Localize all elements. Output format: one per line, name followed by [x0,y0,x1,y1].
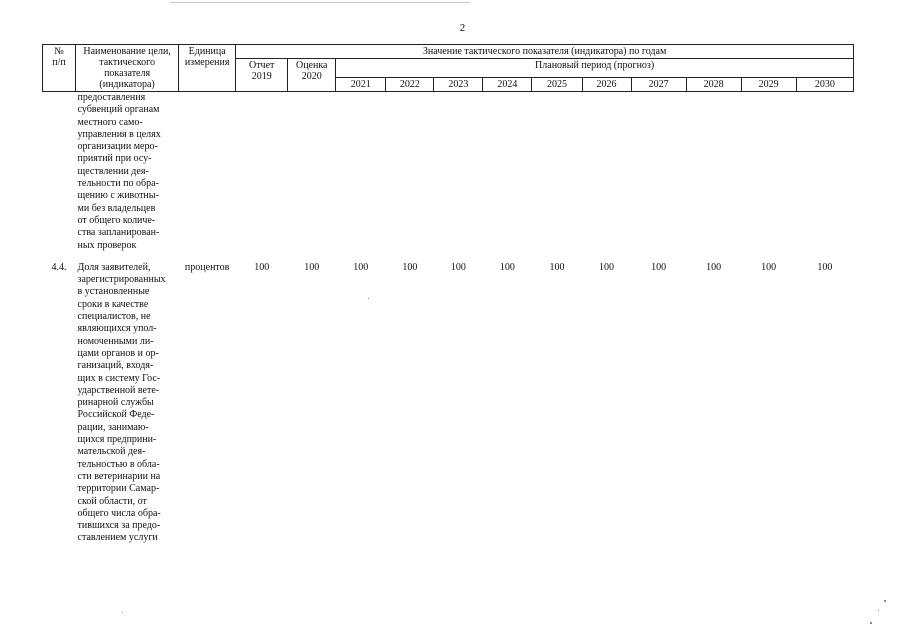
row-value [741,92,796,252]
header-plan-title: Плановый период (прогноз) [336,59,854,78]
header-year: 2024 [483,78,532,92]
header-num: № п/п [43,45,76,92]
row-value: 100 [761,261,777,273]
page-number: 2 [459,22,466,34]
header-unit: Единица измерения [179,45,236,92]
row-value: 100 [599,261,615,273]
header-year: 2022 [386,78,434,92]
table-header [43,45,854,92]
header-name: Наименование цели, тактического показателя (индикатора) [76,45,179,92]
header-year: 2026 [582,78,631,92]
row-name: предоставления субвенций органам местного само- управления в целях организации меро- приятий при осу- ществлении дея- тельности по обра- щению с животны- ми без владельцев от общего количе- ства запланирован- ных проверок [77,92,161,251]
header-year: 2030 [796,78,853,92]
row-value [582,92,631,252]
row-value [532,92,582,252]
scan-speck [122,612,123,613]
header-year: 2029 [741,78,796,92]
row-num [43,92,76,252]
row-value [483,92,532,252]
spacer-cell [43,252,854,262]
header-year: 2021 [336,78,386,92]
header-group-title: Значение тактического показателя (индикатора) по годам [236,45,854,59]
header-report: Отчет 2019 [236,59,288,92]
row-value [386,92,434,252]
row-value [686,92,741,252]
header-year: 2028 [686,78,741,92]
row-value [236,92,288,252]
row-unit: процентов [184,261,230,273]
row-value: 100 [651,261,667,273]
header-year: 2025 [532,78,582,92]
header-estimate: Оценка 2020 [288,59,336,92]
row-value: 100 [353,261,369,273]
scan-speck [368,298,369,299]
header-year: 2023 [434,78,483,92]
row-value: 100 [499,261,515,273]
scan-speck [870,622,872,624]
row-value [288,92,336,252]
header-year: 2027 [631,78,686,92]
row-value: 100 [549,261,565,273]
row-value [434,92,483,252]
table-row [43,92,854,252]
scan-speck [878,610,879,611]
scan-speck [884,600,886,602]
row-value: 100 [450,261,466,273]
row-value: 100 [706,261,722,273]
row-value: 100 [254,261,270,273]
row-value [336,92,386,252]
row-value: 100 [304,261,320,273]
row-num: 4.4. [51,261,67,273]
row-value [796,92,853,252]
row-value: 100 [817,261,833,273]
row-spacer [43,252,854,262]
row-name: Доля заявителей, зарегистрированных в установленные сроки в качестве специалистов, не являющихся упол- номоченными ли- цами органов и ор- ганизаций, входя- щих в систему Гос- ударственной вете- ринарной службы Российской Феде- рации, занимаю- щихся предприни- мательской дея- тельностью в обла- сти ветеринарии на территории Самар- ской области, от общего числа обра- тившихся за предо- ставлением услуги [77,261,166,544]
row-unit [179,92,236,252]
row-value: 100 [402,261,418,273]
indicator-table [42,44,854,545]
top-scan-rule [170,2,470,3]
row-value [631,92,686,252]
table-row [43,262,854,545]
